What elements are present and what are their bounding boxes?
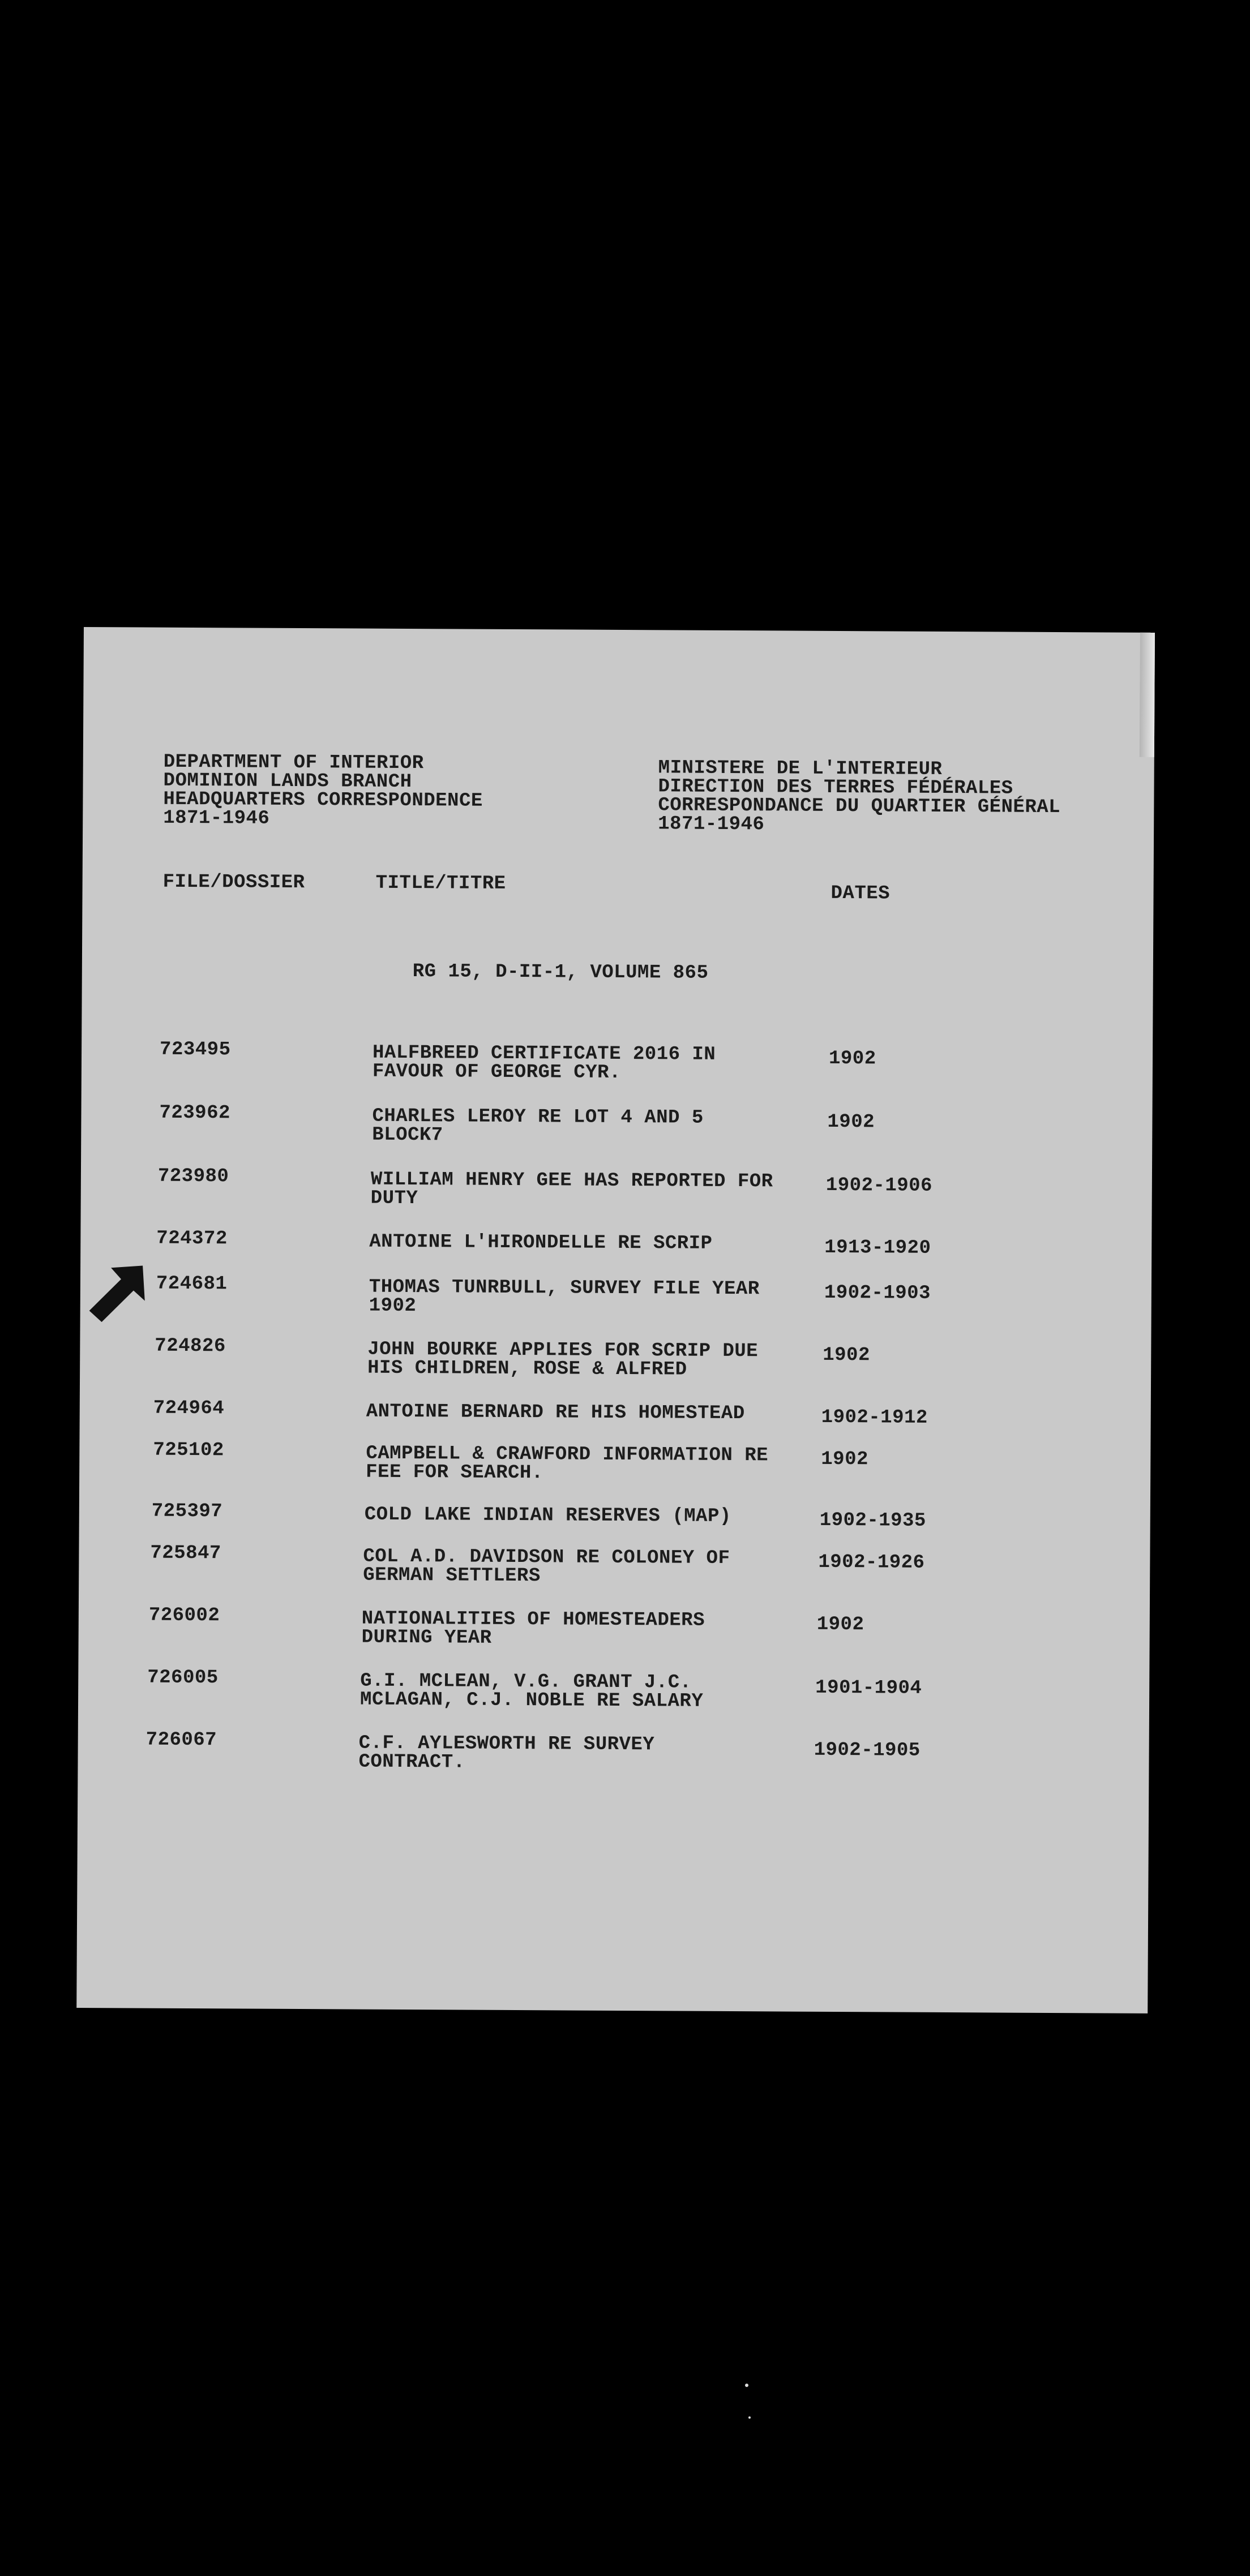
file-title-line: COL A.D. DAVIDSON RE COLONEY OF [363, 1545, 730, 1569]
file-title [369, 1233, 712, 1253]
file-number: 726067 [145, 1729, 217, 1751]
file-title-line: NATIONALITIES OF HOMESTEADERS [361, 1608, 705, 1632]
file-title [372, 1107, 704, 1147]
file-dates: 1902-1906 [825, 1174, 933, 1197]
header-right-line: CORRESPONDANCE DU QUARTIER GÉNÉRAL [658, 795, 1061, 819]
column-header-title: TITLE/TITRE [375, 872, 506, 895]
header-right-line: 1871-1946 [658, 813, 765, 836]
file-title-line: HIS CHILDREN, ROSE & ALFRED [367, 1357, 687, 1381]
header-left [163, 753, 483, 830]
file-title-line: GERMAN SETTLERS [363, 1564, 541, 1587]
file-title [369, 1278, 760, 1318]
scan-speck [745, 2384, 748, 2387]
file-title-line: COLD LAKE INDIAN RESERVES (MAP) [364, 1504, 731, 1528]
file-title [366, 1442, 769, 1484]
header-right-line: DIRECTION DES TERRES FÉDÉRALES [658, 776, 1013, 800]
file-title-line: ANTOINE BERNARD RE HIS HOMESTEAD [366, 1401, 745, 1425]
file-title-line: WILLIAM HENRY GEE HAS REPORTED FOR [370, 1169, 773, 1193]
file-dates: 1901-1904 [815, 1677, 922, 1699]
file-title [363, 1545, 730, 1587]
file-title [360, 1672, 704, 1711]
file-title [373, 1044, 716, 1083]
file-title-line: CHARLES LEROY RE LOT 4 AND 5 [372, 1105, 704, 1129]
column-header-file: FILE/DOSSIER [162, 871, 305, 894]
file-title-line: FEE FOR SEARCH. [366, 1461, 543, 1484]
file-title-line: DUTY [370, 1187, 418, 1210]
file-title-line: G.I. MCLEAN, V.G. GRANT J.C. [360, 1670, 692, 1694]
file-dates: 1902-1912 [821, 1406, 928, 1429]
file-number: 724681 [156, 1273, 228, 1295]
file-dates: 1913-1920 [824, 1237, 931, 1259]
file-title-line: CAMPBELL & CRAWFORD INFORMATION RE [366, 1442, 769, 1467]
file-number: 724372 [156, 1227, 228, 1250]
file-title [362, 1610, 705, 1649]
file-dates: 1902 [828, 1047, 876, 1070]
file-dates: 1902-1903 [824, 1282, 931, 1304]
file-title [358, 1734, 654, 1774]
file-dates: 1902 [821, 1448, 869, 1471]
header-left-line: DEPARTMENT OF INTERIOR [163, 751, 424, 775]
file-dates: 1902 [827, 1111, 875, 1134]
file-title [367, 1338, 759, 1381]
file-title-line: DURING YEAR [361, 1626, 492, 1649]
file-title-line: HALFBREED CERTIFICATE 2016 IN [372, 1042, 716, 1066]
file-dates: 1902-1935 [819, 1509, 926, 1532]
file-number: 724964 [153, 1397, 225, 1420]
file-dates: 1902 [823, 1344, 871, 1367]
scan-speck [748, 2416, 751, 2419]
file-number: 724826 [155, 1335, 226, 1358]
file-title-line: MCLAGAN, C.J. NOBLE RE SALARY [359, 1689, 704, 1712]
file-title-line: THOMAS TUNRBULL, SURVEY FILE YEAR [369, 1276, 760, 1300]
file-title-line: BLOCK7 [372, 1124, 443, 1147]
column-header-dates: DATES [831, 882, 891, 905]
header-left-line: 1871-1946 [163, 807, 270, 830]
file-title [365, 1506, 731, 1526]
page-curl-edge [1140, 633, 1155, 757]
file-title [371, 1171, 773, 1210]
file-dates: 1902 [816, 1613, 864, 1636]
file-number: 726002 [148, 1604, 220, 1627]
header-right-line: MINISTERE DE L'INTERIEUR [658, 757, 943, 780]
file-number: 726005 [147, 1667, 219, 1689]
file-title-line: CONTRACT. [358, 1751, 465, 1774]
file-title-line: C.F. AYLESWORTH RE SURVEY [358, 1732, 655, 1756]
document-page [76, 627, 1155, 2013]
header-left-line: HEADQUARTERS CORRESPONDENCE [163, 788, 483, 812]
file-title [366, 1403, 745, 1424]
volume-reference: RG 15, D-II-1, VOLUME 865 [412, 961, 709, 984]
file-title-line: JOHN BOURKE APPLIES FOR SCRIP DUE [367, 1338, 759, 1363]
file-number: 725847 [150, 1542, 221, 1565]
header-right [658, 759, 1060, 836]
file-title-line: ANTOINE L'HIRONDELLE RE SCRIP [369, 1231, 713, 1255]
file-dates: 1902-1926 [818, 1551, 925, 1574]
header-left-line: DOMINION LANDS BRANCH [163, 770, 412, 793]
file-number: 723980 [157, 1165, 229, 1188]
file-number: 725102 [153, 1439, 224, 1462]
file-number: 723495 [159, 1038, 231, 1061]
file-title-line: FAVOUR OF GEORGE CYR. [372, 1061, 621, 1084]
pointer-arrow-icon [86, 1261, 155, 1329]
file-title-line: 1902 [369, 1295, 417, 1317]
file-dates: 1902-1905 [814, 1739, 921, 1762]
file-number: 723962 [159, 1102, 231, 1124]
file-number: 725397 [151, 1500, 223, 1523]
